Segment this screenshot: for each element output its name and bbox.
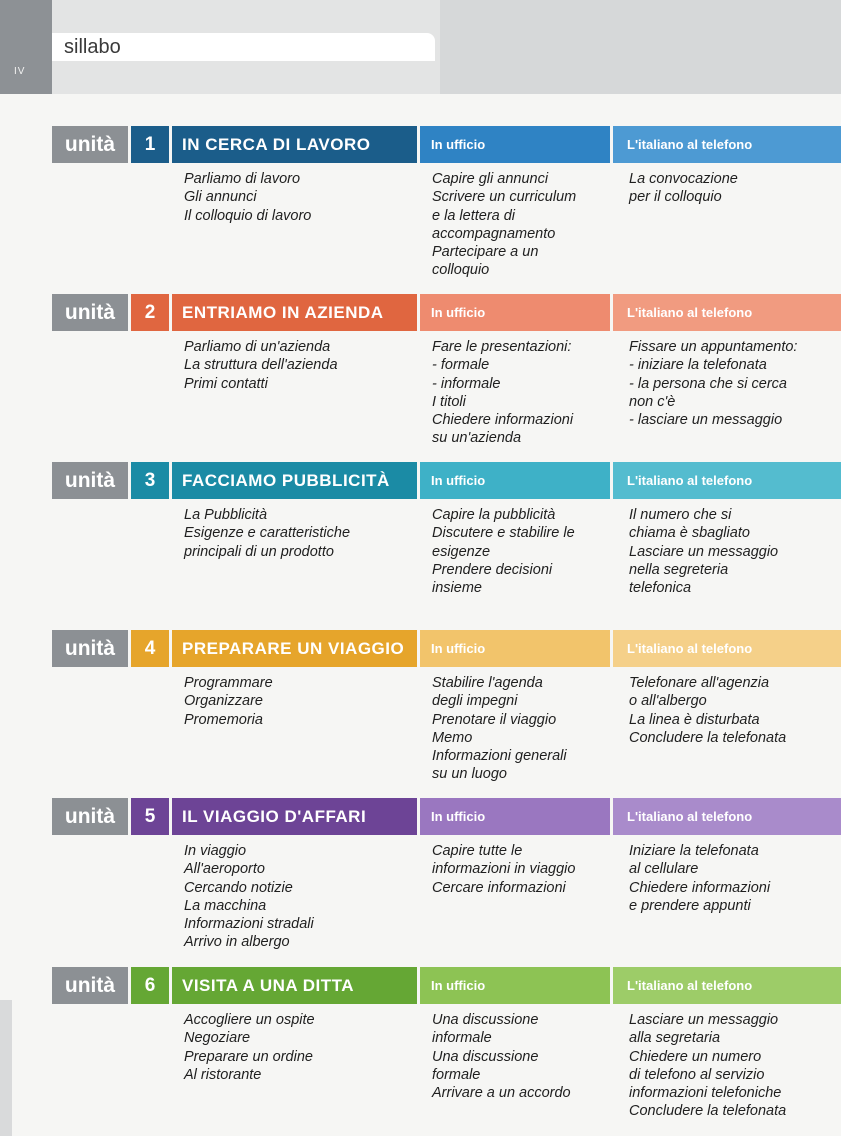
list-item: Organizzare: [184, 693, 263, 710]
topics-list: [184, 842, 314, 952]
unit-number: 6: [131, 967, 169, 1004]
unit-block-6: [52, 967, 841, 1127]
list-item: La convocazione: [629, 171, 738, 187]
phone-list: [629, 842, 770, 915]
unit-title: PREPARARE UN VIAGGIO: [172, 630, 417, 667]
list-item: Accogliere un ospite: [184, 1012, 315, 1028]
phone-header: L'italiano al telefono: [613, 630, 841, 667]
unit-block-3: [52, 462, 841, 622]
list-item: Fissare un appuntamento:: [629, 339, 798, 355]
list-item: - iniziare la telefonata: [629, 357, 767, 374]
list-item: Lasciare un messaggio: [629, 543, 779, 560]
unit-number: 4: [131, 630, 169, 667]
list-item: esigenze: [432, 543, 491, 560]
list-item: Discutere e stabilire le: [432, 525, 575, 542]
list-item: Prenotare il viaggio: [432, 711, 557, 728]
unit-label: unità: [52, 294, 128, 331]
list-item: e la lettera di: [432, 207, 516, 224]
unit-title: IL VIAGGIO D'AFFARI: [172, 798, 417, 835]
phone-list: [629, 170, 738, 207]
list-item: su un luogo: [432, 766, 507, 783]
list-item: Esigenze e caratteristiche: [184, 525, 351, 542]
header-faded-area: [440, 0, 841, 94]
list-item: Fare le presentazioni:: [432, 339, 572, 355]
unit-title: FACCIAMO PUBBLICITÀ: [172, 462, 417, 499]
list-item: Primi contatti: [184, 375, 268, 392]
unit-label: unità: [52, 126, 128, 163]
topics-list: [184, 674, 273, 729]
list-item: Partecipare a un: [432, 244, 539, 261]
list-item: Capire tutte le: [432, 843, 523, 859]
list-item: I titoli: [432, 393, 466, 410]
list-item: Il numero che si: [629, 507, 732, 523]
unit-block-2: [52, 294, 841, 454]
list-item: accompagnamento: [432, 225, 556, 242]
unit-block-5: [52, 798, 841, 958]
list-item: La linea è disturbata: [629, 711, 760, 728]
unit-number: 5: [131, 798, 169, 835]
list-item: - formale: [432, 357, 490, 374]
list-item: Preparare un ordine: [184, 1048, 313, 1065]
list-item: informazioni in viaggio: [432, 861, 576, 878]
unit-number: 2: [131, 294, 169, 331]
list-item: Arrivo in albergo: [184, 934, 290, 951]
list-item: Il colloquio di lavoro: [184, 207, 312, 224]
unit-header-bar: [52, 126, 841, 163]
list-item: Telefonare all'agenzia: [629, 675, 770, 691]
phone-header: L'italiano al telefono: [613, 294, 841, 331]
phone-header: L'italiano al telefono: [613, 967, 841, 1004]
list-item: Lasciare un messaggio: [629, 1012, 779, 1028]
list-item: Capire la pubblicità: [432, 507, 556, 523]
topics-list: [184, 1011, 315, 1084]
list-item: Chiedere un numero: [629, 1048, 762, 1065]
office-list: [432, 506, 575, 597]
list-item: Chiedere informazioni: [629, 879, 771, 896]
list-item: e prendere appunti: [629, 897, 751, 914]
list-item: All'aeroporto: [184, 861, 265, 878]
list-item: Concludere la telefonata: [629, 729, 787, 746]
phone-list: [629, 506, 778, 597]
list-item: Negoziare: [184, 1030, 251, 1047]
list-item: Programmare: [184, 675, 273, 691]
list-item: Stabilire l'agenda: [432, 675, 543, 691]
office-header: In ufficio: [420, 462, 610, 499]
office-header: In ufficio: [420, 294, 610, 331]
list-item: Al ristorante: [184, 1066, 262, 1083]
list-item: Concludere la telefonata: [629, 1103, 787, 1120]
list-item: chiama è sbagliato: [629, 525, 750, 542]
list-item: Gli annunci: [184, 189, 257, 206]
list-item: La struttura dell'azienda: [184, 357, 338, 374]
phone-header: L'italiano al telefono: [613, 798, 841, 835]
phone-list: [629, 338, 797, 429]
list-item: per il colloquio: [629, 189, 722, 206]
phone-header: L'italiano al telefono: [613, 126, 841, 163]
unit-header-bar: [52, 294, 841, 331]
list-item: La macchina: [184, 897, 267, 914]
list-item: Cercare informazioni: [432, 879, 566, 896]
list-item: In viaggio: [184, 843, 247, 859]
office-list: [432, 842, 575, 897]
list-item: formale: [432, 1066, 481, 1083]
list-item: Memo: [432, 729, 473, 746]
phone-list: [629, 1011, 786, 1121]
list-item: telefonica: [629, 580, 692, 597]
unit-title: VISITA A UNA DITTA: [172, 967, 417, 1004]
list-item: Arrivare a un accordo: [432, 1085, 571, 1102]
unit-header-bar: [52, 967, 841, 1004]
unit-block-1: [52, 126, 841, 286]
unit-header-bar: [52, 798, 841, 835]
office-header: In ufficio: [420, 967, 610, 1004]
list-item: - lasciare un messaggio: [629, 412, 783, 429]
unit-label: unità: [52, 798, 128, 835]
unit-title: IN CERCA DI LAVORO: [172, 126, 417, 163]
list-item: informale: [432, 1030, 492, 1047]
list-item: Iniziare la telefonata: [629, 843, 759, 859]
list-item: Informazioni stradali: [184, 916, 314, 933]
list-item: Parliamo di lavoro: [184, 171, 301, 187]
office-list: [432, 170, 576, 280]
list-item: Cercando notizie: [184, 879, 293, 896]
unit-title: ENTRIAMO IN AZIENDA: [172, 294, 417, 331]
list-item: colloquio: [432, 262, 490, 279]
list-item: principali di un prodotto: [184, 543, 334, 560]
list-item: Parliamo di un'azienda: [184, 339, 331, 355]
office-list: [432, 338, 573, 448]
section-tab: [52, 33, 435, 61]
unit-header-bar: [52, 462, 841, 499]
list-item: o all'albergo: [629, 693, 707, 710]
list-item: nella segreteria: [629, 561, 729, 578]
page-margin-strip: [0, 0, 52, 94]
page-edge: [0, 1000, 12, 1136]
office-header: In ufficio: [420, 798, 610, 835]
list-item: Una discussione: [432, 1048, 539, 1065]
list-item: insieme: [432, 580, 482, 597]
topics-list: [184, 506, 350, 561]
list-item: non c'è: [629, 393, 676, 410]
list-item: Prendere decisioni: [432, 561, 553, 578]
list-item: al cellulare: [629, 861, 699, 878]
topics-list: [184, 170, 311, 225]
office-list: [432, 674, 567, 784]
office-header: In ufficio: [420, 126, 610, 163]
unit-label: unità: [52, 630, 128, 667]
list-item: alla segretaria: [629, 1030, 721, 1047]
phone-header: L'italiano al telefono: [613, 462, 841, 499]
list-item: Capire gli annunci: [432, 171, 549, 187]
unit-number: 3: [131, 462, 169, 499]
list-item: Una discussione: [432, 1012, 539, 1028]
office-list: [432, 1011, 571, 1102]
topics-list: [184, 338, 338, 393]
list-item: degli impegni: [432, 693, 518, 710]
list-item: - informale: [432, 375, 501, 392]
list-item: Scrivere un curriculum: [432, 189, 577, 206]
phone-list: [629, 674, 786, 747]
office-header: In ufficio: [420, 630, 610, 667]
page-number: IV: [14, 66, 26, 77]
unit-header-bar: [52, 630, 841, 667]
section-title: sillabo: [64, 36, 121, 58]
unit-number: 1: [131, 126, 169, 163]
list-item: Chiedere informazioni: [432, 412, 574, 429]
unit-label: unità: [52, 967, 128, 1004]
list-item: su un'azienda: [432, 430, 522, 447]
list-item: Promemoria: [184, 711, 263, 728]
unit-block-4: [52, 630, 841, 790]
list-item: informazioni telefoniche: [629, 1085, 782, 1102]
unit-label: unità: [52, 462, 128, 499]
list-item: di telefono al servizio: [629, 1066, 765, 1083]
list-item: Informazioni generali: [432, 748, 567, 765]
list-item: La Pubblicità: [184, 507, 268, 523]
list-item: - la persona che si cerca: [629, 375, 787, 392]
